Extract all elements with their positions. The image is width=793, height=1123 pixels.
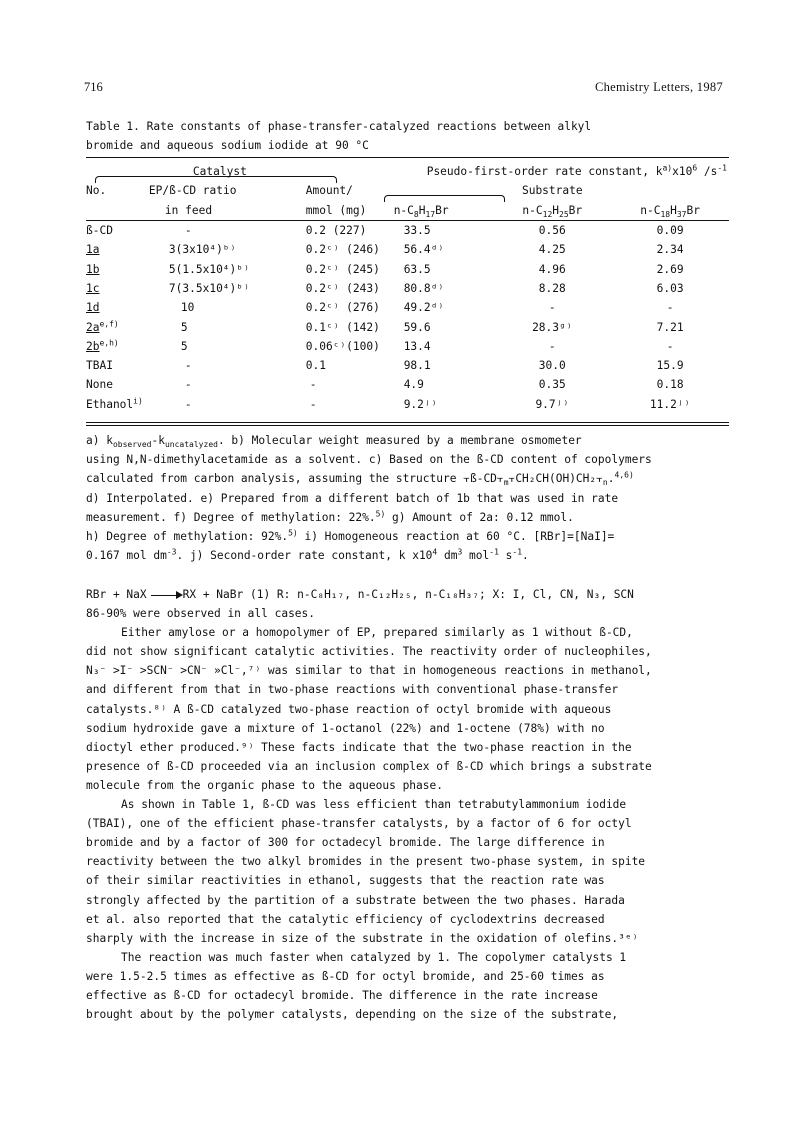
cell-k-octyl: 4.9	[403, 378, 424, 392]
footnote-line-5: measurement. f) Degree of methylation: 22%.$^{5)}$ g) Amount of 2a: 0.12 mmol.	[86, 509, 574, 524]
body-text	[86, 585, 736, 1024]
header-amount: Amount/	[305, 184, 353, 198]
cell-k-octyl: 59.6	[403, 320, 431, 334]
header-dodecyl: $n-C_{12}H_{25}Br$	[522, 203, 583, 219]
cell-amount: 0.1ᶜ⁾ (142)	[305, 320, 380, 334]
cell-k-dodecyl: 28.3ᵍ⁾	[532, 320, 573, 334]
table-header-row-1	[86, 162, 729, 181]
footnote-line-4: d) Interpolated. e) Prepared from a different batch of 1b that was used in rate	[86, 491, 619, 505]
cell-k-dodecyl: 9.7ʲ⁾	[535, 397, 570, 411]
cell-amount: 0.2ᶜ⁾ (245)	[305, 262, 380, 276]
cell-no: $2a^{e,f)}$	[86, 318, 119, 334]
cell-amount: 0.2 (227)	[305, 224, 367, 238]
table-header-row-2	[86, 181, 729, 200]
cell-k-octyl: 13.4	[403, 339, 431, 353]
text-line: molecule from the organic phase to the aqueous phase.	[86, 778, 443, 792]
table-row	[86, 240, 729, 259]
table-row	[86, 375, 729, 394]
text-line: of their similar reactivities in ethanol, suggests that the reaction rate was	[86, 874, 605, 888]
cell-ratio: 5	[180, 320, 188, 334]
header-ratio: EP/ß-CD ratio	[148, 184, 237, 198]
page-number: 716	[84, 80, 103, 94]
cell-amount: 0.2ᶜ⁾ (243)	[305, 281, 380, 295]
table-row	[86, 395, 729, 414]
text-line: Either amylose or a homopolymer of EP, prepared similarly as 1 without ß-CD,	[121, 626, 633, 640]
cell-k-octadecyl: 0.09	[656, 224, 684, 238]
text-line: strongly affected by the partition of a substrate between the two phases. Harada	[86, 893, 625, 907]
text-line: did not show significant catalytic activities. The reactivity order of nucleophiles,	[86, 645, 652, 659]
cell-k-octyl: 56.4ᵈ⁾	[403, 243, 445, 257]
header-mmol: mmol (mg)	[305, 203, 367, 217]
cell-ratio: 5(1.5x10⁴)ᵇ⁾	[168, 262, 250, 276]
table-row	[86, 259, 729, 278]
table-row	[86, 279, 729, 298]
text-line: (TBAI), one of the efficient phase-transfer catalysts, by a factor of 6 for octyl	[86, 817, 632, 831]
journal-header: Chemistry Letters, 1987	[594, 80, 723, 94]
text-line: sharply with the increase in size of the substrate in the oxidation of olefins.³ᵉ⁾	[86, 931, 639, 945]
cell-k-octyl: 98.1	[403, 359, 431, 373]
text-line: The reaction was much faster when catalyzed by 1. The copolymer catalysts 1	[121, 950, 627, 964]
footnote-line-1: a) $k_{observed}-k_{uncatalyzed}$. b) Molecular weight measured by a membrane osmometer	[86, 434, 582, 450]
header-octadecyl: $n-C_{18}H_{37}Br$	[640, 203, 700, 219]
header-in-feed: in feed	[164, 203, 213, 217]
cell-k-octadecyl: 0.18	[656, 378, 684, 392]
text-line: presence of ß-CD proceeded via an inclusion complex of ß-CD which brings a substrate	[86, 759, 652, 773]
text-line: As shown in Table 1, ß-CD was less efficient than tetrabutylammonium iodide	[121, 798, 627, 812]
cell-no: 1c	[86, 281, 100, 295]
table-row	[86, 298, 729, 317]
text-line: dioctyl ether produced.⁹⁾ These facts indicate that the two-phase reaction in the	[86, 740, 632, 754]
text-line: effective as ß-CD for octadecyl bromide. The difference in the rate increase	[86, 988, 598, 1002]
footnote-line-2: using N,N-dimethylacetamide as a solvent. c) Based on the ß-CD content of copolymers	[86, 453, 652, 467]
cell-no: ß-CD	[86, 224, 113, 238]
cell-k-dodecyl: 30.0	[538, 359, 566, 373]
table-bottom-rule-2	[86, 425, 729, 426]
reaction-equation: RBr + NaX RX + NaBr (1) R: n-C₈H₁₇, n-C₁₂H₂₅, n-C₁₈H₃₇; X: I, Cl, CN, N₃, SCN	[86, 588, 634, 601]
text-line: bromide and by a factor of 300 for octadecyl bromide. The large difference in	[86, 836, 605, 850]
cell-k-octadecyl: 2.34	[656, 243, 684, 257]
table-body	[86, 220, 729, 413]
cell-k-octadecyl: 7.21	[656, 320, 684, 334]
table-row	[86, 220, 729, 240]
cell-k-octadecyl: 2.69	[656, 262, 684, 276]
cell-k-dodecyl: 4.25	[538, 243, 566, 257]
header-octyl: $n-C_8H_{17}Br$	[393, 203, 449, 219]
cell-ratio: -	[184, 224, 192, 238]
text-line: catalysts.⁸⁾ A ß-CD catalyzed two-phase reaction of octyl bromide with aqueous	[86, 702, 612, 716]
table-bottom-rule	[86, 422, 729, 423]
footnote-line-7: 0.167 mol $dm^{-3}$. j) Second-order rate constant, k $x10^4$ $dm^3$ mol$^{-1}$ $s^{-1}$.	[86, 547, 529, 563]
cell-k-dodecyl: 0.56	[538, 224, 566, 238]
cell-k-octadecyl: 6.03	[656, 281, 684, 295]
table-row	[86, 317, 729, 336]
cell-k-dodecyl: 8.28	[538, 281, 566, 295]
cell-ratio: 10	[180, 301, 195, 315]
cell-k-octadecyl: 11.2ʲ⁾	[649, 397, 691, 411]
cell-k-octadecyl: 15.9	[656, 359, 684, 373]
header-pseudo-first-order: Pseudo-first-order rate constant, $k^{a)}x10^6$ $/s^{-1}$	[426, 163, 727, 179]
cell-ratio: 3(3x10⁴)ᵇ⁾	[168, 243, 237, 257]
cell-k-octyl: 33.5	[403, 224, 431, 238]
cell-no: None	[86, 378, 113, 392]
cell-amount: -	[309, 397, 317, 411]
cell-k-dodecyl: -	[548, 301, 556, 315]
cell-amount: 0.06ᶜ⁾(100)	[305, 339, 380, 353]
cell-k-octadecyl: -	[666, 339, 674, 353]
paragraph-1	[86, 623, 736, 795]
cell-k-dodecyl: 4.96	[538, 262, 566, 276]
table-row	[86, 356, 729, 375]
cell-no: 1d	[86, 301, 100, 315]
text-line: and different from that in two-phase reactions with conventional phase-transfer	[86, 683, 619, 697]
cell-amount: 0.2ᶜ⁾ (246)	[305, 243, 380, 257]
header-catalyst: Catalyst	[192, 165, 247, 179]
text-line: brought about by the polymer catalysts, depending on the size of the substrate,	[86, 1008, 619, 1022]
cell-k-octyl: 63.5	[403, 262, 431, 276]
rate-constants-table	[86, 162, 729, 414]
table-footnotes	[86, 431, 736, 565]
cell-ratio: -	[184, 397, 192, 411]
cell-no: 1b	[86, 262, 100, 276]
cell-no: TBAI	[86, 359, 113, 373]
cell-no: $2b^{e,h)}$	[86, 338, 119, 353]
text-line: reactivity between the two alkyl bromides in the present two-phase system, in spite	[86, 855, 646, 869]
header-no: No.	[86, 184, 107, 198]
table-caption: Table 1. Rate constants of phase-transfer-catalyzed reactions between alkyl bromide and aqueous sodium iodide at 90 °C	[86, 120, 592, 152]
cell-ratio: -	[184, 378, 192, 392]
cell-k-octyl: 49.2ᵈ⁾	[403, 301, 445, 315]
cell-k-dodecyl: -	[548, 339, 556, 353]
cell-amount: 0.1	[305, 359, 326, 373]
text-line: were 1.5-2.5 times as effective as ß-CD for octyl bromide, and 25-60 times as	[86, 969, 605, 983]
header-substrate: Substrate	[521, 184, 583, 198]
paragraph-2	[86, 795, 736, 948]
text-line: et al. also reported that the catalytic efficiency of cyclodextrins decreased	[86, 912, 605, 926]
table-top-rule	[86, 157, 729, 158]
table-row	[86, 337, 729, 356]
cell-amount: 0.2ᶜ⁾ (276)	[305, 301, 380, 315]
cell-k-octadecyl: -	[666, 301, 674, 315]
paragraph-3	[86, 948, 736, 1024]
text-line: N₃⁻ >I⁻ >SCN⁻ >CN⁻ »Cl⁻,⁷⁾ was similar to that in homogeneous reactions in methanol,	[86, 664, 652, 678]
footnote-line-3: calculated from carbon analysis, assuming the structure $⫟ß-CD⫟_m⫟CH_2CH(OH)CH_2⫟_n.^{4,6)}$	[86, 470, 634, 488]
table-header-row-3	[86, 201, 729, 221]
cell-k-octyl: 80.8ᵈ⁾	[403, 281, 445, 295]
cell-ratio: -	[184, 359, 192, 373]
footnote-line-6: h) Degree of methylation: 92%.$^{5)}$ i) Homogeneous reaction at 60 °C. [RBr]=[NaI]=	[86, 528, 615, 544]
cell-k-dodecyl: 0.35	[538, 378, 566, 392]
cell-ratio: 7(3.5x10⁴)ᵇ⁾	[168, 281, 250, 295]
cell-ratio: 5	[180, 339, 188, 353]
reaction-arrow-icon	[151, 595, 181, 596]
cell-no: Ethanol$^{i)}$	[86, 395, 143, 411]
cell-no: 1a	[86, 243, 100, 257]
yield-line: 86-90% were observed in all cases.	[86, 607, 316, 621]
cell-k-octyl: 9.2ʲ⁾	[403, 397, 438, 411]
cell-amount: -	[309, 378, 317, 392]
text-line: sodium hydroxide gave a mixture of 1-octanol (22%) and 1-octene (78%) with no	[86, 721, 605, 735]
